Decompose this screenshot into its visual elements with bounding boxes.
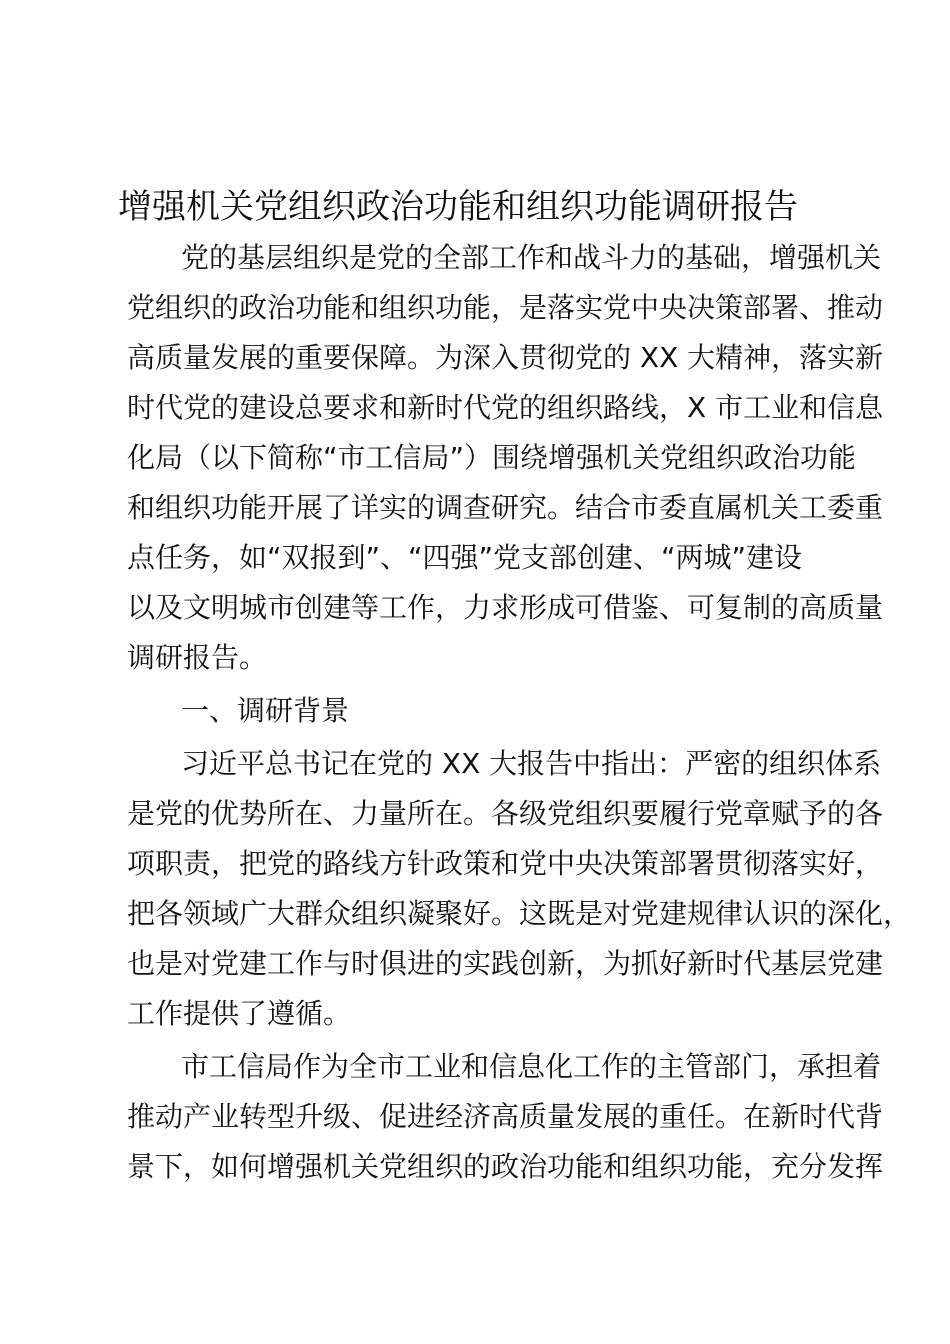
paragraph-1-line-8: 以及文明城市创建等工作，力求形成可借鉴、可复制的高质量 (127, 591, 884, 624)
paragraph-2-line-4: 把各领域广大群众组织凝聚好。这既是对党建规律认识的深化， (127, 897, 912, 930)
paragraph-2-line-1: 习近平总书记在党的 XX 大报告中指出：严密的组织体系 (181, 747, 882, 780)
paragraph-3-line-3: 景下，如何增强机关党组织的政治功能和组织功能，充分发挥 (127, 1150, 884, 1183)
paragraph-1-line-5: 化局（以下简称“市工信局”）围绕增强机关党组织政治功能 (127, 441, 857, 474)
paragraph-1-line-2: 党组织的政治功能和组织功能，是落实党中央决策部署、推动 (127, 291, 884, 324)
paragraph-1-line-3: 高质量发展的重要保障。为深入贯彻党的 XX 大精神，落实新 (127, 341, 884, 374)
paragraph-3-line-2: 推动产业转型升级、促进经济高质量发展的重任。在新时代背 (127, 1100, 884, 1133)
paragraph-2-line-5: 也是对党建工作与时俱进的实践创新，为抓好新时代基层党建 (127, 947, 884, 980)
paragraph-1-line-1: 党的基层组织是党的全部工作和战斗力的基础，增强机关 (181, 241, 882, 274)
paragraph-2-line-3: 项职责，把党的路线方针政策和党中央决策部署贯彻落实好， (127, 847, 884, 880)
paragraph-1-line-7: 点任务，如“双报到”、“四强”党支部创建、“两城”建设 (127, 541, 803, 574)
paragraph-2-line-2: 是党的优势所在、力量所在。各级党组织要履行党章赋予的各 (127, 797, 884, 830)
paragraph-1-line-4: 时代党的建设总要求和新时代党的组织路线，X 市工业和信息 (127, 391, 884, 424)
paragraph-1-line-9: 调研报告。 (127, 641, 268, 674)
paragraph-1-line-6: 和组织功能开展了详实的调查研究。结合市委直属机关工委重 (127, 491, 884, 524)
document-body (127, 233, 912, 1192)
paragraph-2-line-6: 工作提供了遵循。 (127, 997, 352, 1030)
paragraph-3-line-1: 市工信局作为全市工业和信息化工作的主管部门，承担着 (181, 1050, 882, 1083)
section-heading: 一、调研背景 (181, 694, 350, 727)
document-title: 增强机关党组织政治功能和组织功能调研报告 (118, 187, 798, 227)
